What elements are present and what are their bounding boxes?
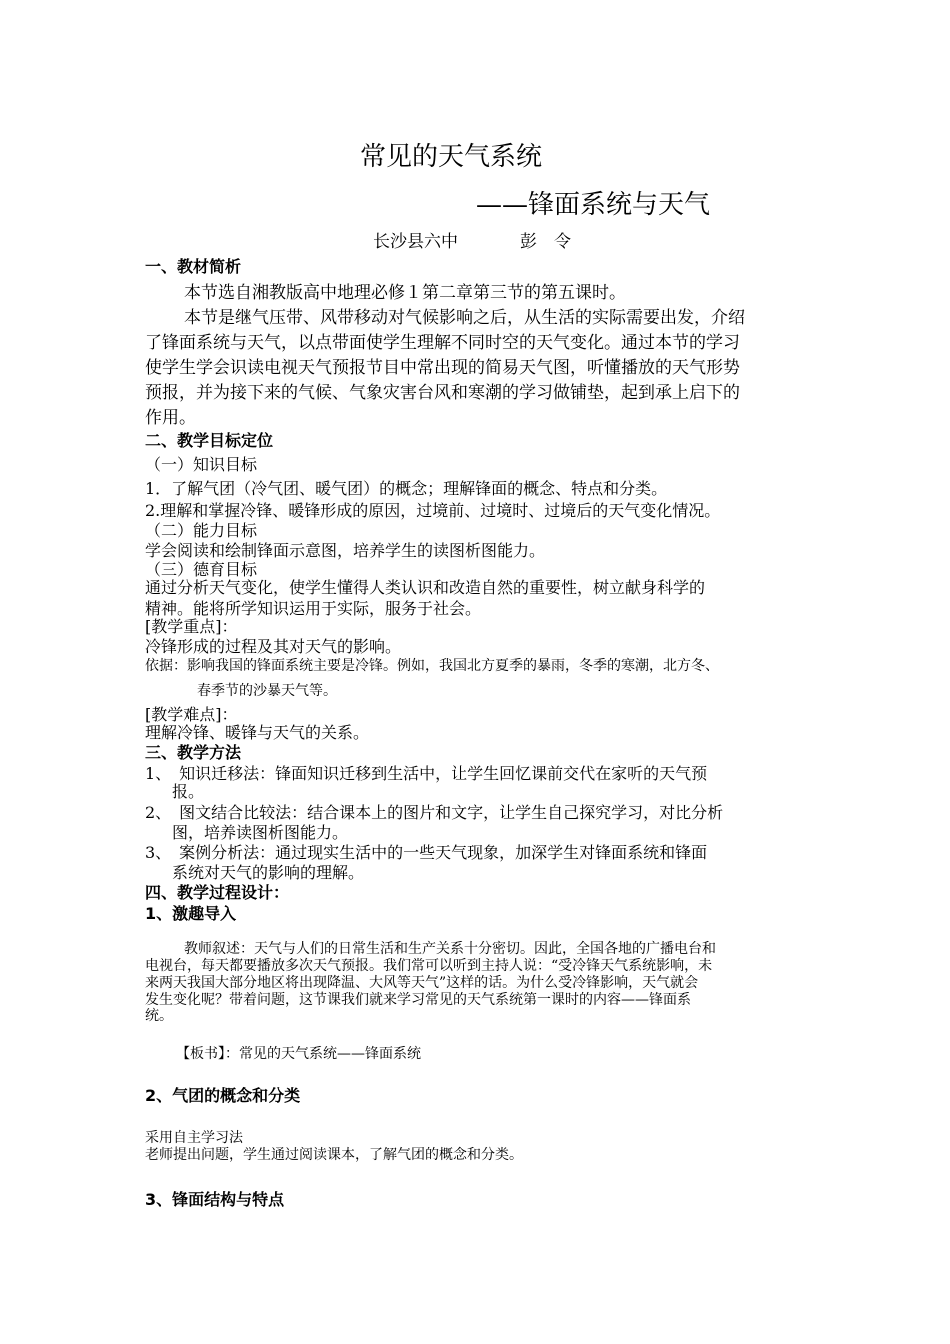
goal-moral-line: 通过分析天气变化，使学生懂得人类认识和改造自然的重要性，树立献身科学的 [145,578,706,597]
section-heading-1: 一、教材简析 [145,257,242,276]
narration-line: 电视台，每天都要播放多次天气预报。我们常可以听到主持人说：“受冷锋天气系统影响，未 [145,958,713,974]
key-point-text: 冷锋形成的过程及其对天气的影响。 [145,637,402,656]
intro-line: 预报，并为接下来的气候、气象灾害台风和寒潮的学习做铺垫，起到承上启下的 [145,383,740,403]
basis-line: 春季节的沙暴天气等。 [197,683,337,699]
step2-method: 采用自主学习法 [145,1130,243,1146]
step-heading-2: 2、气团的概念和分类 [145,1086,301,1105]
author-school: 长沙县六中 [373,232,458,252]
intro-line: 了锋面系统与天气，以点带面使学生理解不同时空的天气变化。通过本节的学习 [145,333,740,353]
difficulty-label: [教学难点]： [145,705,238,724]
goal-ability-label: （二）能力目标 [145,521,258,540]
doc-subtitle: ——锋面系统与天气 [476,190,711,220]
intro-line: 使学生学会识读电视天气预报节目中常出现的简易天气图，听懂播放的天气形势 [145,358,740,378]
goal-knowledge-label: （一）知识目标 [145,455,258,474]
section-heading-4: 四、教学过程设计： [145,883,290,902]
method-item: 2、 图文结合比较法：结合课本上的图片和文字，让学生自己探究学习，对比分析 [145,803,724,822]
step-heading-1: 1、激趣导入 [145,904,237,923]
method-item-cont: 图，培养读图析图能力。 [172,823,349,842]
intro-line: 本节是继气压带、风带移动对气候影响之后，从生活的实际需要出发，介绍 [184,308,745,328]
method-item-cont: 系统对天气的影响的理解。 [172,863,365,882]
board-note: 【板书】：常见的天气系统——锋面系统 [176,1046,421,1062]
section-heading-3: 三、教学方法 [145,743,242,762]
goal-knowledge-item: 2.理解和掌握冷锋、暖锋形成的原因，过境前、过境时、过境后的天气变化情况。 [145,501,721,520]
step2-text: 老师提出问题，学生通过阅读课本，了解气团的概念和分类。 [145,1147,523,1163]
method-item-cont: 报。 [172,782,205,801]
key-point-label: [教学重点]： [145,617,238,636]
goal-knowledge-item: 1．了解气团（冷气团、暖气团）的概念；理解锋面的概念、特点和分类。 [145,479,668,498]
intro-line: 作用。 [145,408,196,428]
goal-ability-text: 学会阅读和绘制锋面示意图，培养学生的读图析图能力。 [145,541,546,560]
section-heading-2: 二、教学目标定位 [145,431,274,450]
intro-paragraph-1: 本节选自湘教版高中地理必修１第二章第三节的第五课时。 [184,283,626,303]
goal-moral-line: 精神。能将所学知识运用于实际，服务于社会。 [145,599,482,618]
narration-line: 发生变化呢？带着问题，这节课我们就来学习常见的天气系统第一课时的内容——锋面系 [145,992,691,1008]
step-heading-3: 3、锋面结构与特点 [145,1190,285,1209]
narration-line: 教师叙述：天气与人们的日常生活和生产关系十分密切。因此，全国各地的广播电台和 [184,941,716,957]
difficulty-text: 理解冷锋、暖锋与天气的关系。 [145,723,370,742]
method-item: 1、 知识迁移法：锋面知识迁移到生活中，让学生回忆课前交代在家听的天气预 [145,764,708,783]
method-item: 3、 案例分析法：通过现实生活中的一些天气现象，加深学生对锋面系统和锋面 [145,843,708,862]
author-name: 彭 令 [520,232,571,252]
basis-line: 依据：影响我国的锋面系统主要是冷锋。例如，我国北方夏季的暴雨，冬季的寒潮，北方冬、 [145,658,719,674]
goal-moral-label: （三）德育目标 [145,560,258,579]
narration-line: 来两天我国大部分地区将出现降温、大风等天气”这样的话。为什么受冷锋影响，天气就会 [145,975,699,991]
doc-title: 常见的天气系统 [360,142,543,172]
narration-line: 统。 [145,1008,173,1024]
